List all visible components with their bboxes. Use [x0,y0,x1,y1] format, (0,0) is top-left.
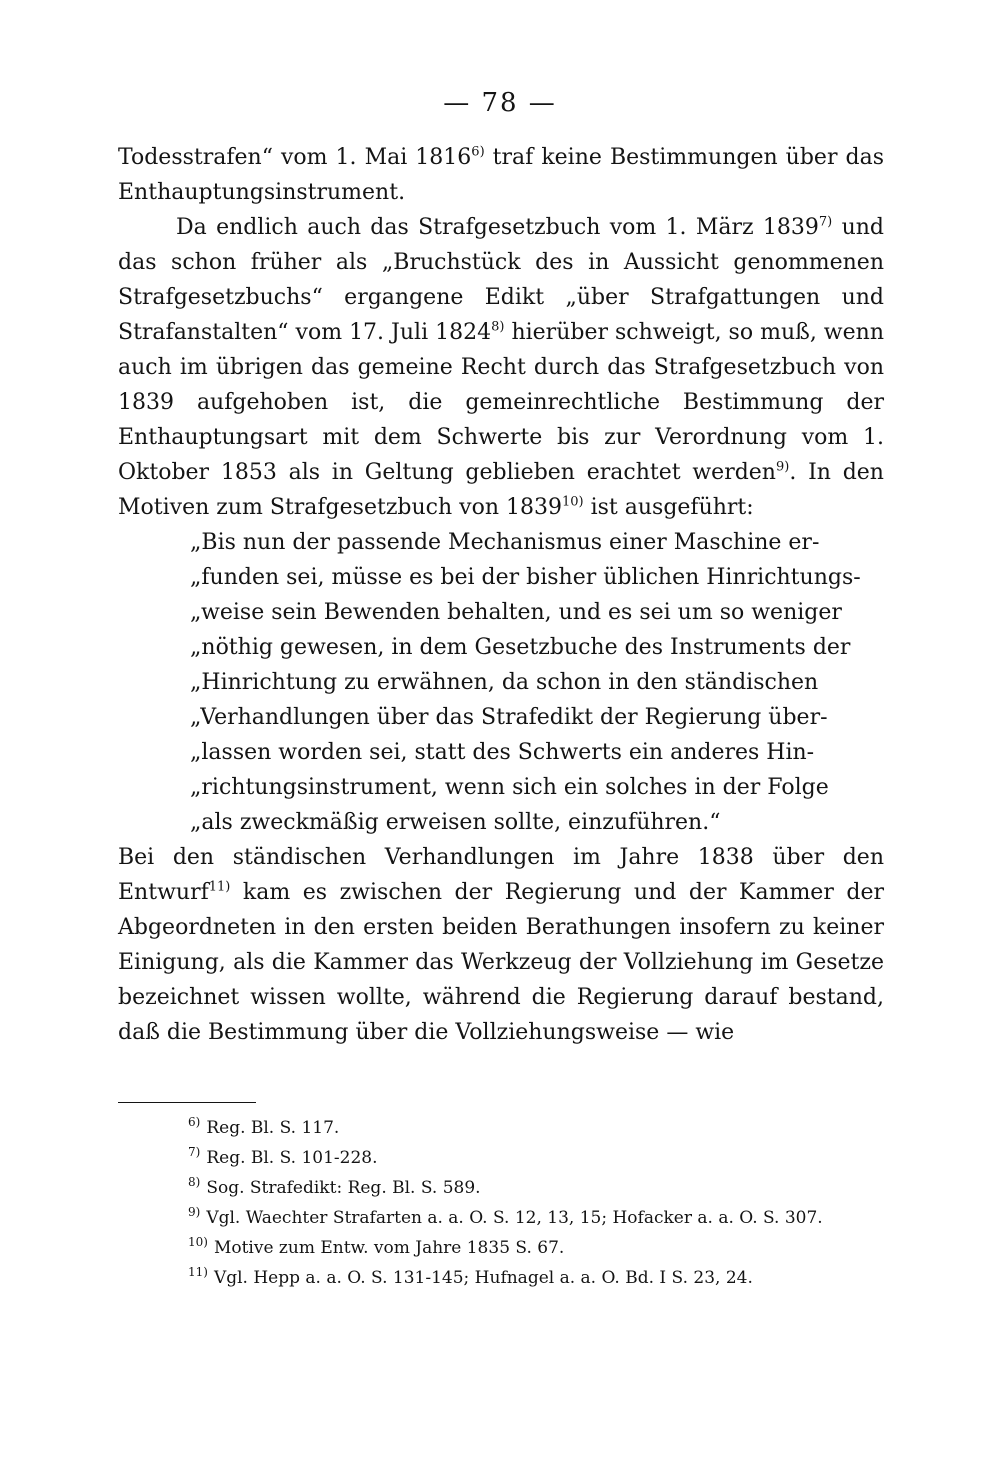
footnote-rule [118,1102,256,1103]
footnote-text: Vgl. Waechter Strafarten a. a. O. S. 12, 13, 15; Hofacker a. a. O. S. 307. [206,1208,823,1228]
quote-line: „weise sein Bewenden behalten, und es sei um so weniger [190,600,842,625]
paragraph-p1 [118,140,884,210]
body-text [118,140,884,1050]
paragraph-text: hierüber schweigt, so muß, wenn auch im übrigen das gemeine Recht durch das Strafgesetzbuch von 1839 aufgehoben ist, die gemeinrechtliche Bestimmung der Enthauptungsart mit dem Schwerte bis zur Verordnung vom 1. Oktober 1853 als in Geltung geblieben erachtet werden [118,320,885,485]
paragraph-text: Da endlich auch das Strafgesetzbuch vom 1. März 1839 [176,215,819,240]
footnote-text: Reg. Bl. S. 117. [206,1118,340,1138]
footnote-ref: 10) [561,494,584,510]
footnote-number: 10) [188,1235,208,1250]
quote-line: „richtungsinstrument, wenn sich ein solches in der Folge [190,775,829,800]
paragraph-p4 [118,840,884,1050]
footnote-text: Motive zum Entw. vom Jahre 1835 S. 67. [213,1238,565,1258]
paragraph-text: traf keine Bestimmungen über das Enthauptungsinstrument. [118,145,884,205]
footnote-number: 11) [188,1265,208,1280]
paragraph-text: Todesstrafen“ vom 1. Mai 1816 [118,145,472,170]
footnote-text: Sog. Strafedikt: Reg. Bl. S. 589. [206,1178,481,1198]
footnote [118,1233,884,1263]
footnote-number: 6) [188,1115,201,1130]
footnote [118,1263,884,1293]
quote-line: „lassen worden sei, statt des Schwerts ein anderes Hin- [190,740,815,765]
footnote-ref: 11) [208,879,231,895]
footnote-number: 7) [188,1145,201,1160]
paragraph-text: kam es zwischen der Regierung und der Kammer der Abgeordneten in den ersten beiden Berathungen insofern zu keiner Einigung, als die Kammer das Werkzeug der Vollziehung im Gesetze bezeichnet wissen wollte, während die Regierung darauf bestand, daß die Bestimmung über die Vollziehungsweise — wie [118,880,884,1045]
footnote [118,1113,884,1143]
paragraph-text: ist ausgeführt: [583,495,754,520]
quote-line: „Verhandlungen über das Strafedikt der Regierung über- [190,705,828,730]
page-number: — 78 — [443,88,557,118]
footnote-ref: 8) [491,319,505,335]
block-quote [190,525,884,840]
paragraph-text: und das schon früher als „Bruchstück des in Aussicht genommenen Strafgesetzbuchs“ ergangene Edikt „über Strafgattungen und Strafanstalten“ vom 17. Juli 1824 [118,215,884,345]
paragraph-text: Bei den ständischen Verhandlungen im Jahre 1838 über den Entwurf [118,845,884,905]
quote-line: „Bis nun der passende Mechanismus einer Maschine er- [190,530,820,555]
paragraph-p2 [118,210,884,525]
paragraph-text: . In den Motiven zum Strafgesetzbuch von 1839 [118,460,884,520]
footnotes [118,1113,884,1293]
quote-line: „nöthig gewesen, in dem Gesetzbuche des Instruments der [190,635,851,660]
footnote [118,1203,884,1233]
footnote-text: Reg. Bl. S. 101-228. [206,1148,378,1168]
quote-line: „als zweckmäßig erweisen sollte, einzuführen.“ [190,810,721,835]
quote-line: „Hinrichtung zu erwähnen, da schon in den ständischen [190,670,819,695]
footnote-ref: 7) [818,214,833,230]
footnote-ref: 6) [471,144,485,160]
footnote-text: Vgl. Hepp a. a. O. S. 131-145; Hufnagel a. a. O. Bd. I S. 23, 24. [213,1268,753,1288]
footnote [118,1143,884,1173]
footnote-number: 8) [188,1175,201,1190]
quote-line: „funden sei, müsse es bei der bisher üblichen Hinrichtungs- [190,565,861,590]
footnote-number: 9) [188,1205,201,1220]
footnote-ref: 9) [775,459,790,475]
footnote [118,1173,884,1203]
